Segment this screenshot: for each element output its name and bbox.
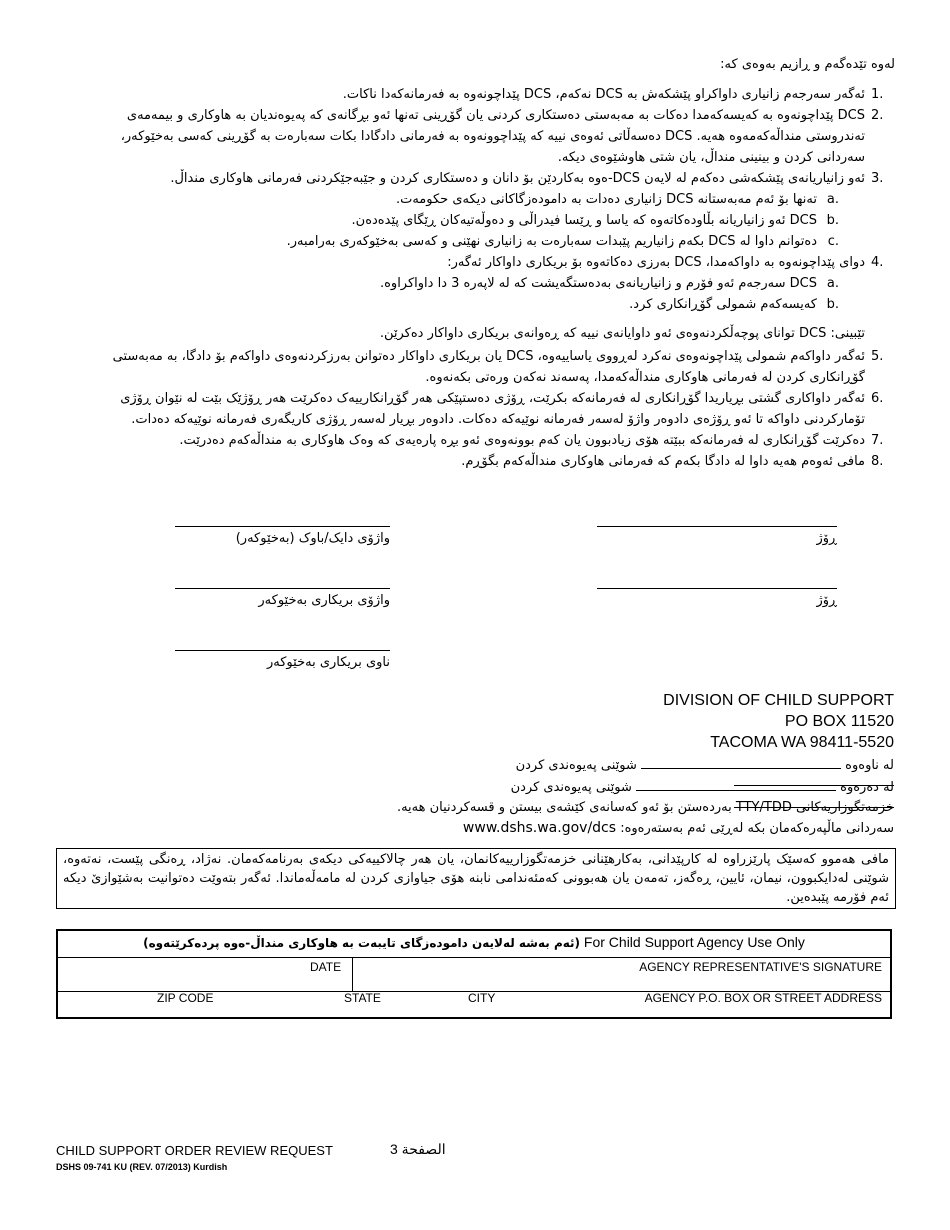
agency-signature-row bbox=[58, 958, 890, 992]
agent-signature-label: واژۆی بریکاری بەخێوکەر bbox=[258, 593, 390, 608]
intro-text: لەوە تێدەگەم و ڕازیم بەوەی کە: bbox=[720, 57, 895, 72]
term-item bbox=[85, 105, 884, 168]
term-item bbox=[85, 388, 884, 430]
sub-term-text: تەنها بۆ ئەم مەبەستانە DCS زانیاری دەدات بە دامودەزگاکانی دیکەی حکومەت. bbox=[395, 192, 817, 207]
tty-note: خزمەتگوزاریەکانی TTY/TDD بەردەستن بۆ ئەو کەسانەی کێشەی بیستن و قسەکردنیان هەیە. bbox=[396, 800, 894, 815]
term-item bbox=[85, 168, 884, 252]
sub-term-letter: b. bbox=[826, 213, 839, 228]
note-text: تێبینی: DCS توانای پوچەڵکردنەوەی ئەو داوایانەی نییە کە ڕەوانەی بریکاری داواکار دەکرێن. bbox=[379, 326, 865, 341]
term-item bbox=[85, 252, 884, 346]
inside-contact-label: شوێنی پەیوەندی کردن bbox=[515, 758, 637, 773]
sub-term-text: DCS ئەو زانیاریانە بڵاودەکاتەوە کە یاسا و ڕێسا فیدراڵی و دەوڵەتیەکان ڕێگای پێدەدەن. bbox=[351, 213, 817, 228]
agency-header-english: For Child Support Agency Use Only bbox=[583, 934, 805, 950]
sub-term bbox=[85, 189, 865, 210]
inside-label: لە ناوەوە bbox=[845, 758, 894, 773]
agency-address-label: AGENCY P.O. BOX OR STREET ADDRESS bbox=[644, 991, 882, 1005]
agent-signature-line[interactable] bbox=[175, 588, 390, 589]
sub-term bbox=[85, 294, 865, 315]
term-item bbox=[85, 346, 884, 388]
term-number: 3. bbox=[871, 171, 884, 186]
form-number: DSHS 09-741 KU (REV. 07/2013) Kurdish bbox=[56, 1162, 228, 1172]
sub-term-letter: a. bbox=[826, 276, 839, 291]
term-number: 4. bbox=[871, 255, 884, 270]
term-text: ئەگەر داواکاری گشتی بڕیاریدا گۆڕانکاری لە فەرمانەکە بکرێت، ڕۆژی دەستپێکی هەر گۆڕانکارییەک دەکرێت هەر ڕۆژێک بێت لە نێوان ڕۆژی تۆمارکردنی داواکە تا ئەو ڕۆژەی دادوەر واژۆ لەسەر فەرمانە نوێیەکە دەکات. دادوەر بڕیار لەسەر ڕۆژی کاریگەری فەرمانە نوێیەکە دەدات. bbox=[120, 391, 865, 427]
agency-signature-label: AGENCY REPRESENTATIVE'S SIGNATURE bbox=[639, 960, 882, 974]
term-number: 8. bbox=[871, 454, 884, 469]
sub-term-text: DCS سەرجەم ئەو فۆرم و زانیاریانەی بەدەستگەیشت کە لە لاپەرە 3 دا داواکراوە. bbox=[379, 276, 817, 291]
term-item bbox=[85, 451, 884, 472]
zip-code-label: ZIP CODE bbox=[157, 991, 214, 1005]
term-item bbox=[85, 84, 884, 105]
parent-signature-line[interactable] bbox=[175, 526, 390, 527]
address-line-3: TACOMA WA 98411-5520 bbox=[710, 734, 894, 751]
column-divider bbox=[352, 958, 353, 991]
term-text: ئەو زانیاریانەی پێشکەشی دەکەم لە لایەن DCS-ەوە بەکاردێن بۆ دانان و دەستکاری کردن و جێبەجێکردنی فەرمانی هاوکاری منداڵ. bbox=[170, 171, 865, 186]
address-line-2: PO BOX 11520 bbox=[784, 713, 894, 730]
agent-name-line[interactable] bbox=[175, 650, 390, 651]
term-number: 1. bbox=[871, 87, 884, 102]
date-label-1: ڕۆژ bbox=[816, 531, 837, 546]
sub-term-letter: b. bbox=[826, 297, 839, 312]
outside-label: لە دەرەوە bbox=[840, 780, 894, 795]
outside-number-field[interactable] bbox=[636, 778, 836, 791]
website-label: سەردانی ماڵپەرەکەمان بکە لەڕێی ئەم بەستەرەوە: bbox=[620, 821, 894, 836]
term-number: 2. bbox=[871, 108, 884, 123]
sub-term bbox=[85, 231, 865, 252]
parent-signature-label: واژۆی دایک/باوک (بەخێوکەر) bbox=[235, 531, 390, 546]
state-label: STATE bbox=[344, 991, 381, 1005]
city-label: CITY bbox=[468, 991, 496, 1005]
term-text: ئەگەر داواکەم شمولی پێداچونەوەی نەکرد لەڕووی یاساییەوە، DCS یان بریکاری داواکار دەتوانن بەرزکردنەوەی داواکەم بۆ دادگا، بە مەبەستی گۆڕانکاری کردن لە فەرمانی هاوکاری منداڵەکەمدا، پەسەند نەکەن ورەتی بکەنەوە. bbox=[112, 349, 865, 385]
inside-number-field[interactable] bbox=[641, 756, 841, 769]
term-item bbox=[85, 430, 884, 451]
term-text: DCS پێداچونەوە بە کەیسەکەمدا دەکات بە مەبەستی دەستکاری کردنی یان گۆڕینی تەنها ئەو بڕگانەی کە پەیوەندیان بە هاوکاری و بیمەمەی تەندروستی منداڵەکەمەوە هەیە. DCS دەسەڵاتی ئەوەی نییە کە پێداچوونەوە بە فەرمانی دادگادا بکات سەبارەت بە گۆڕینی کەسی بەخێوکەر، سەردانی کردن و بینینی منداڵ، یان شتی هاوشێوەی دیکە. bbox=[120, 108, 865, 165]
terms-list bbox=[85, 84, 884, 472]
date-cell-label: DATE bbox=[310, 960, 342, 974]
mailing-address bbox=[663, 690, 894, 753]
website-link[interactable]: www.dshs.wa.gov/dcs bbox=[462, 820, 617, 836]
term-number: 6. bbox=[871, 391, 884, 406]
term-number: 7. bbox=[871, 433, 884, 448]
agency-table-header bbox=[58, 931, 890, 958]
date-label-2: ڕۆژ bbox=[816, 593, 837, 608]
agent-name-label: ناوی بریکاری بەخێوکەر bbox=[267, 655, 390, 670]
term-text: مافی ئەوەم هەیە داوا لە دادگا بکەم کە فەرمانی هاوکاری منداڵەکەم بگۆڕم. bbox=[461, 454, 865, 469]
sub-term-text: دەتوانم داوا لە DCS بکەم زانیاریم پێبدات سەبارەت بە زانیاری نهێنی و کەسی بەخێوکەری بەرامبەر. bbox=[286, 234, 817, 249]
sub-term-text: کەیسەکەم شمولی گۆڕانکاری کرد. bbox=[629, 297, 817, 312]
term-text: ئەگەر سەرجەم زانیاری داواکراو پێشکەش بە DCS نەکەم، DCS پێداچونەوە بە فەرمانەکەدا ناکات. bbox=[342, 87, 865, 102]
agency-header-kurdish: (ئەم بەشە لەلایەن دامودەزگای تایبەت بە هاوکاری منداڵ-ەوە پردەکرێتەوە) bbox=[143, 936, 581, 950]
agency-use-table bbox=[56, 929, 892, 1019]
address-line-1: DIVISION OF CHILD SUPPORT bbox=[663, 692, 894, 709]
term-text: دەکرێت گۆڕانکاری لە فەرمانەکە ببێتە هۆی زیادبوون یان کەم بوونەوەی ئەو بڕە پارەیەی کە وەک هاوکاری بە منداڵەکەم دەدرێت. bbox=[179, 433, 865, 448]
footer-title: CHILD SUPPORT ORDER REVIEW REQUEST bbox=[56, 1143, 333, 1158]
outside-contact-label: شوێنی پەیوەندی کردن bbox=[510, 780, 632, 795]
date-line-1[interactable] bbox=[597, 526, 837, 527]
term-text: دوای پێداچونەوە بە داواکەمدا، DCS بەرزی دەکاتەوە بۆ بریکاری داواکار ئەگەر: bbox=[447, 255, 865, 270]
page-number: الصفحة 3 bbox=[390, 1141, 446, 1157]
sub-term-letter: a. bbox=[826, 192, 839, 207]
term-number: 5. bbox=[871, 349, 884, 364]
date-line-2[interactable] bbox=[597, 588, 837, 589]
sub-term bbox=[85, 210, 865, 231]
sub-term bbox=[85, 273, 865, 294]
website-line bbox=[463, 820, 894, 836]
nondiscrimination-box: مافی هەموو کەسێک پارێزراوە لە کارپێدانی، بەکارهێنانی خزمەتگوزارییەکانمان، یان هەر چالاکییەکی دیکەی بەرنامەکەمان. نەژاد، ڕەنگی پێست، نەتەوە، شوێنی لەدایکبوون، نیمان، ئایین، ڕەگەز، تەمەن یان هەبوونی کەمئەندامی نابنە هۆی جیاوازی کردن لە مامەڵەماندا. ئەگەر بتەوێت دەتوانیت بەشێوازێ دیکە ئەم فۆرمە پێبدەین. bbox=[56, 848, 896, 909]
sub-term-letter: c. bbox=[827, 234, 839, 249]
